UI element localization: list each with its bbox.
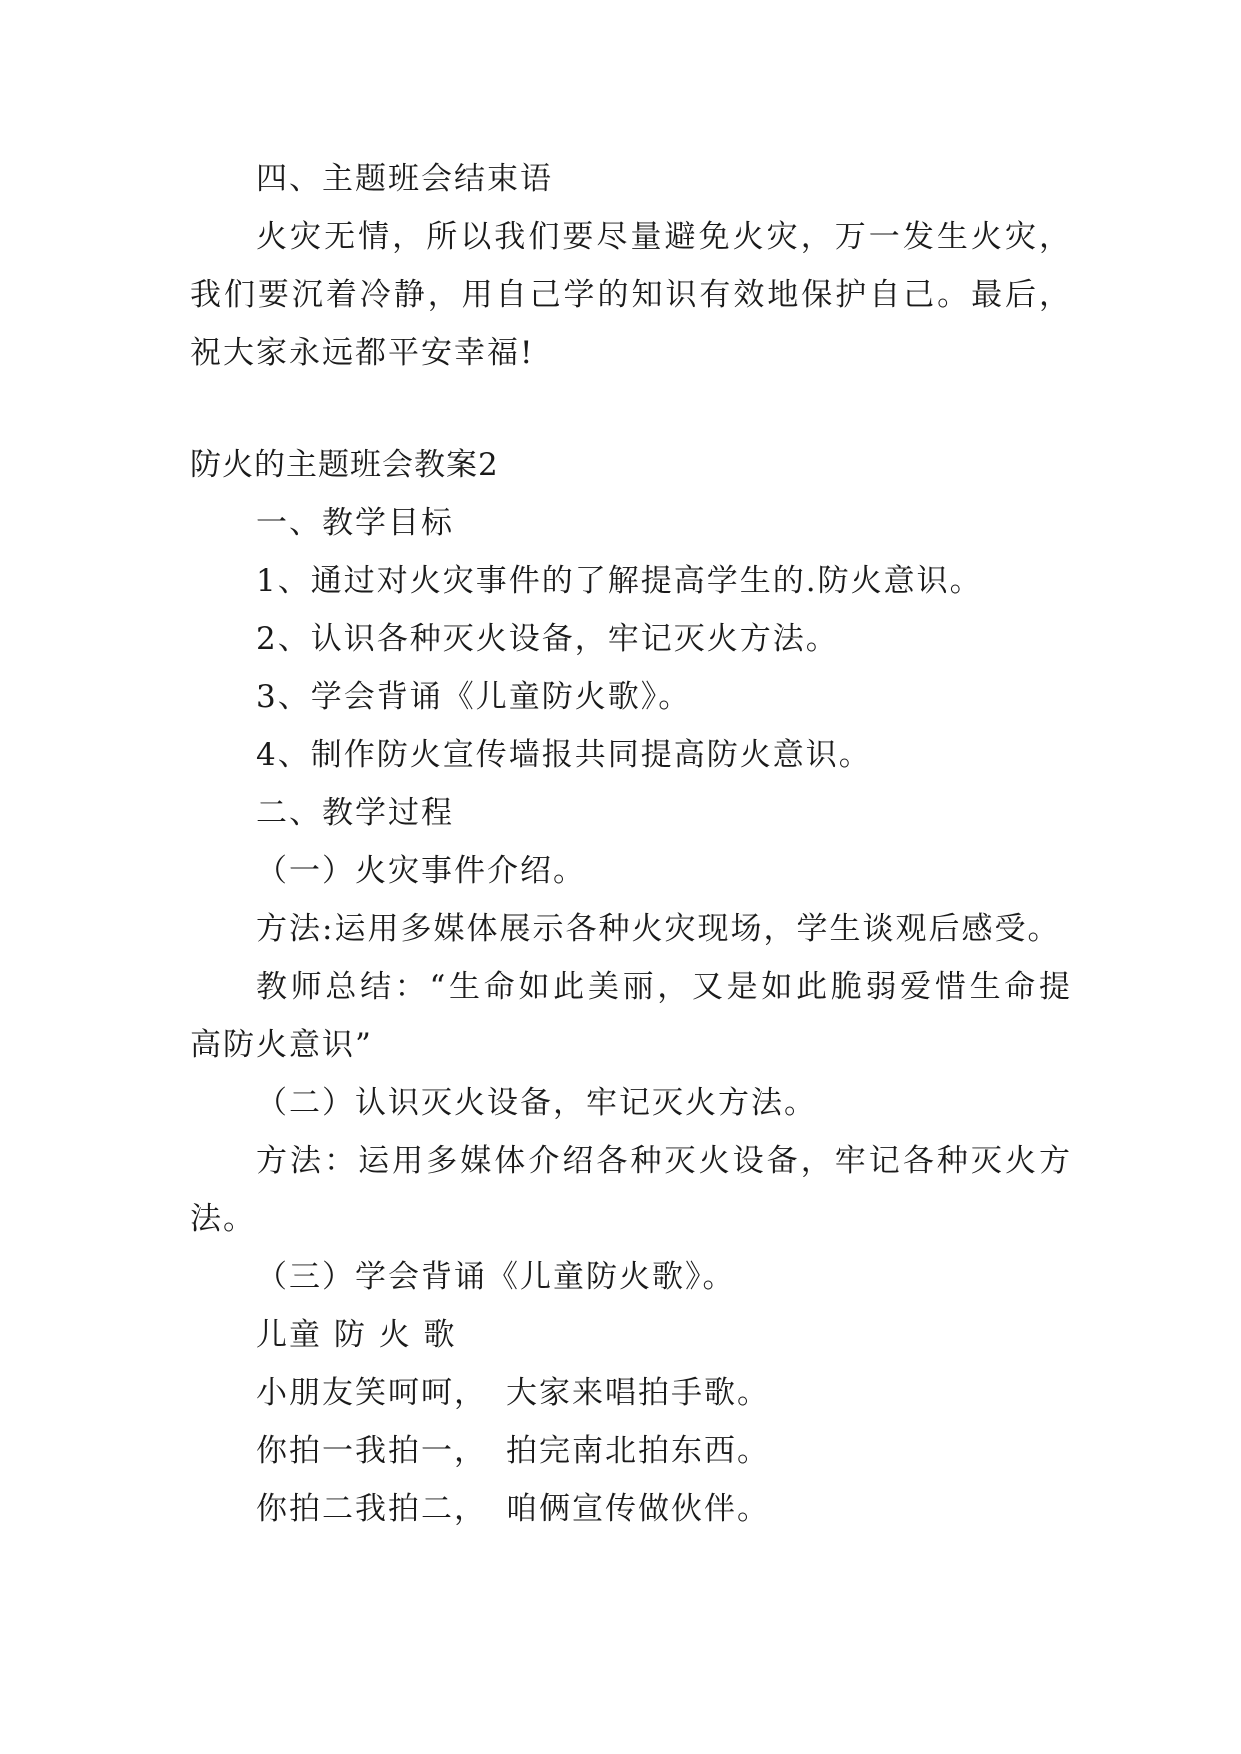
closing-paragraph-line-1: 火灾无情，所以我们要尽量避免火灾，万一发生火灾， — [256, 219, 1070, 255]
goals-heading: 一、教学目标 — [256, 505, 454, 541]
song-line-1 — [190, 1364, 1070, 1422]
part2-method-line-2: 法。 — [190, 1201, 256, 1237]
song-line-2-first-half: 你拍一我拍一， — [256, 1433, 487, 1469]
section-gap — [190, 382, 1070, 436]
process-heading: 二、教学过程 — [256, 795, 454, 831]
goal-item-1: 1、通过对火灾事件的了解提高学生的.防火意识。 — [256, 563, 983, 599]
song-title: 儿童 防 火 歌 — [256, 1317, 457, 1353]
song-line-1-first-half: 小朋友笑呵呵， — [256, 1375, 487, 1411]
goal-item-4: 4、制作防火宣传墙报共同提高防火意识。 — [256, 737, 872, 773]
song-line-3-second-half: 咱俩宣传做伙伴。 — [506, 1491, 770, 1527]
goal-item-3: 3、学会背诵《儿童防火歌》。 — [256, 679, 692, 715]
part1-title: （一）火灾事件介绍。 — [256, 853, 586, 889]
goal-item-2: 2、认识各种灭火设备，牢记灭火方法。 — [256, 621, 839, 657]
song-line-3 — [190, 1480, 1070, 1538]
document-page — [190, 150, 1070, 1538]
song-line-1-second-half: 大家来唱拍手歌。 — [506, 1375, 770, 1411]
part2-method-line-1: 方法：运用多媒体介绍各种灭火设备，牢记各种灭火方 — [256, 1143, 1070, 1179]
section-heading-closing: 四、主题班会结束语 — [256, 161, 553, 197]
part3-title: （三）学会背诵《儿童防火歌》。 — [256, 1259, 736, 1295]
closing-paragraph-line-2: 我们要沉着冷静，用自己学的知识有效地保护自己。最后， — [190, 277, 1070, 313]
part1-summary-line-2: 高防火意识” — [190, 1027, 373, 1063]
part1-method: 方法:运用多媒体展示各种火灾现场，学生谈观后感受。 — [256, 911, 1061, 947]
song-line-3-first-half: 你拍二我拍二， — [256, 1491, 487, 1527]
part2-title: （二）认识灭火设备，牢记灭火方法。 — [256, 1085, 817, 1121]
song-line-2-second-half: 拍完南北拍东西。 — [506, 1433, 770, 1469]
closing-paragraph-line-3: 祝大家永远都平安幸福! — [190, 335, 535, 371]
document-title: 防火的主题班会教案2 — [190, 447, 499, 483]
part1-summary-line-1: 教师总结：“生命如此美丽，又是如此脆弱爱惜生命提 — [256, 969, 1070, 1005]
song-line-2 — [190, 1422, 1070, 1480]
